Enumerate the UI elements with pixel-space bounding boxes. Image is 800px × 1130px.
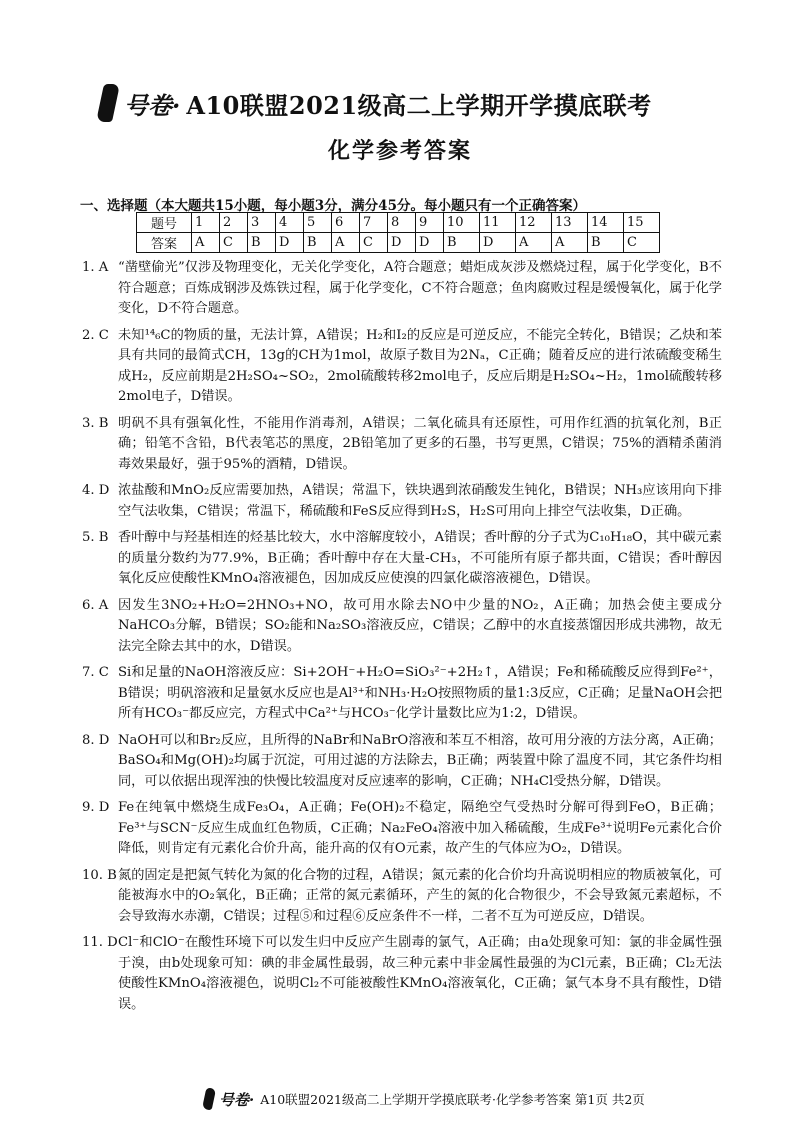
answer-cell: B [248, 233, 276, 253]
number-cell: 9 [416, 213, 444, 233]
item-number: 2. C [82, 327, 109, 343]
answer-cell: D [276, 233, 304, 253]
footer-text: A10联盟2021级高二上学期开学摸底联考·化学参考答案 第1页 共2页 [260, 1092, 645, 1107]
item-text: Fe在纯氧中燃烧生成Fe₃O₄，A正确；Fe(OH)₂不稳定，隔绝空气受热时分解可得到FeO，B正确；Fe³⁺与SCN⁻反应生成血红色物质，C正确；Na₂FeO₄溶液中加入稀硫酸，生成Fe³⁺说明Fe元素化合价降低，则肯定有元素化合价升高，能升高的仅有O元素，故产生的气体应为O₂，D错误。 [118, 800, 722, 856]
item-text: Cl⁻和ClO⁻在酸性环境下可以发生归中反应产生剧毒的氯气，A正确；由a处现象可知：氯的非金属性强于溴，由b处现象可知：碘的非金属性最弱，故三种元素中非金属性最强的为Cl元素，B正确；Cl₂无法使酸性KMnO₄溶液褪色，说明Cl₂不可能被酸性KMnO₄溶液氧化，C正确；氯气本身不具有酸性，D错误。 [118, 935, 722, 1012]
answer-cell: D [388, 233, 416, 253]
number-cell: 10 [444, 213, 480, 233]
item-number: 6. A [82, 597, 109, 613]
explanation-item [82, 866, 722, 928]
exam-title: A10联盟2021级高二上学期开学摸底联考 [186, 90, 652, 120]
explanation-item [82, 414, 722, 476]
answer-cell: C [360, 233, 388, 253]
item-text: 氮的固定是把氮气转化为氮的化合物的过程，A错误；氮元素的化合价均升高说明相应的物质被氧化，可能被海水中的O₂氧化，B正确；正常的氮元素循环，产生的氮的化合物很少，不会导致氮元素超标，不会导致海水赤潮，C错误；过程⑤和过程⑥反应条件不一样，二者不互为可逆反应，D错误。 [118, 867, 722, 924]
answer-cell: B [304, 233, 332, 253]
answer-cell: B [588, 233, 624, 253]
explanation-item [82, 326, 722, 408]
page-subtitle: 化学参考答案 [327, 138, 472, 164]
answer-cell: B [444, 233, 480, 253]
explanation-item [82, 933, 722, 1015]
answer-cell: A [192, 233, 220, 253]
item-text: NaOH可以和Br₂反应，且所得的NaBr和NaBrO溶液和苯互不相溶，故可用分液的方法分离，A正确；BaSO₄和Mg(OH)₂均属于沉淀，可用过滤的方法除去，B正确；两装置中除了温度不同，其它条件均相同，可以依据出现浑浊的快慢比较温度对反应速率的影响，C正确；NH₄Cl受热分解，D错误。 [118, 732, 722, 789]
item-number: 5. B [82, 530, 109, 545]
item-text: 未知¹⁴₆C的物质的量，无法计算，A错误；H₂和I₂的反应是可逆反应，不能完全转化，B错误；乙炔和苯具有共同的最简式CH，13g的CH为1mol，故原子数目为2Nₐ，C正确；随着反应的进行浓硫酸变稀生成H₂，反应前期是2H₂SO₄~SO₂，2mol硫酸转移2mol电子，反应后期是H₂SO₄~H₂，1mol硫酸转移2mol电子，D错误。 [118, 327, 722, 404]
number-cell: 3 [248, 213, 276, 233]
item-text: 明矾不具有强氧化性，不能用作消毒剂，A错误；二氧化硫具有还原性，可用作红酒的抗氧化剂，B正确；铅笔不含铅，B代表笔芯的黑度，2B铅笔加了更多的石墨，书写更黑，C错误；75%的酒精杀菌消毒效果最好，强于95%的酒精，D错误。 [118, 415, 722, 472]
number-cell: 15 [624, 213, 660, 233]
explanation-item [82, 528, 722, 590]
row-label-answer: 答案 [137, 233, 192, 253]
item-text: 浓盐酸和MnO₂反应需要加热，A错误；常温下，铁块遇到浓硝酸发生钝化，B错误；NH₃应该用向下排空气法收集，C错误；常温下，稀硫酸和FeS反应得到H₂S，H₂S可用向上排空气法收集，D正确。 [118, 483, 722, 519]
explanation-list [82, 258, 722, 1021]
answer-cell: C [624, 233, 660, 253]
explanation-item [82, 731, 722, 793]
item-number: 7. C [82, 665, 109, 680]
number-cell: 13 [552, 213, 588, 233]
row-label-number: 题号 [137, 213, 192, 233]
explanation-item [82, 596, 722, 658]
answer-cell: A [552, 233, 588, 253]
answer-cell: A [516, 233, 552, 253]
brand-logo-icon [96, 84, 120, 122]
explanation-item [82, 258, 722, 320]
answer-cell: C [220, 233, 248, 253]
item-number: 3. B [82, 415, 109, 431]
answer-cell: D [480, 233, 516, 253]
number-cell: 5 [304, 213, 332, 233]
answer-cell: A [332, 233, 360, 253]
item-text: Si和足量的NaOH溶液反应：Si+2OH⁻+H₂O=SiO₃²⁻+2H₂↑，A错误；Fe和稀硫酸反应得到Fe²⁺，B错误；明矾溶液和足量氨水反应也是Al³⁺和NH₃·H₂O按照物质的量1:3反应，C正确；足量NaOH会把所有HCO₃⁻都反应完，方程式中Ca²⁺与HCO₃⁻化学计量数比应为1:2，D错误。 [118, 665, 723, 721]
number-cell: 2 [220, 213, 248, 233]
section-heading: 一、选择题（本大题共15小题，每小题3分，满分45分。每小题只有一个正确答案） [80, 198, 586, 214]
explanation-item [82, 663, 722, 725]
number-cell: 8 [388, 213, 416, 233]
answer-cell: D [416, 233, 444, 253]
footer-logo-icon [202, 1088, 217, 1110]
footer-logo-text: 号卷· [219, 1090, 255, 1109]
explanation-item [82, 798, 722, 860]
page-footer [204, 1088, 645, 1110]
explanation-item [82, 481, 722, 522]
item-number: 9. D [82, 800, 110, 815]
number-cell: 12 [516, 213, 552, 233]
answer-table-number-row [137, 213, 660, 233]
number-cell: 1 [192, 213, 220, 233]
number-cell: 14 [588, 213, 624, 233]
number-cell: 6 [332, 213, 360, 233]
number-cell: 4 [276, 213, 304, 233]
item-number: 10. B [82, 867, 117, 883]
header [100, 84, 740, 122]
number-cell: 7 [360, 213, 388, 233]
item-number: 4. D [82, 483, 110, 498]
item-text: 因发生3NO₂+H₂O=2HNO₃+NO，故可用水除去NO中少量的NO₂，A正确；加热会使主要成分NaHCO₃分解，B错误；SO₂能和Na₂SO₃溶液反应，C错误；乙醇中的水直接蒸馏因形成共沸物，故无法完全除去其中的水，D错误。 [118, 597, 722, 654]
brand-logo-text: 号卷· [124, 90, 181, 120]
item-number: 8. D [82, 732, 110, 748]
item-number: 1. A [82, 260, 109, 275]
item-number: 11. D [82, 935, 118, 950]
item-text: 香叶醇中与羟基相连的烃基比较大，水中溶解度较小，A错误；香叶醇的分子式为C₁₀H₁₈O，其中碳元素的质量分数约为77.9%，B正确；香叶醇中存在大量-CH₃，不可能所有原子都共面，C错误；香叶醇因氧化反应使酸性KMnO₄溶液褪色，因加成反应使溴的四氯化碳溶液褪色，D错误。 [118, 530, 722, 586]
number-cell: 11 [480, 213, 516, 233]
item-text: “凿壁偷光”仅涉及物理变化，无关化学变化，A符合题意；蜡炬成灰涉及燃烧过程，属于化学变化，B不符合题意；百炼成钢涉及炼铁过程，属于化学变化，C不符合题意；鱼肉腐败过程是缓慢氧化，属于化学变化，D不符合题意。 [118, 260, 722, 316]
answer-table [136, 212, 660, 253]
answer-table-answer-row [137, 233, 660, 253]
